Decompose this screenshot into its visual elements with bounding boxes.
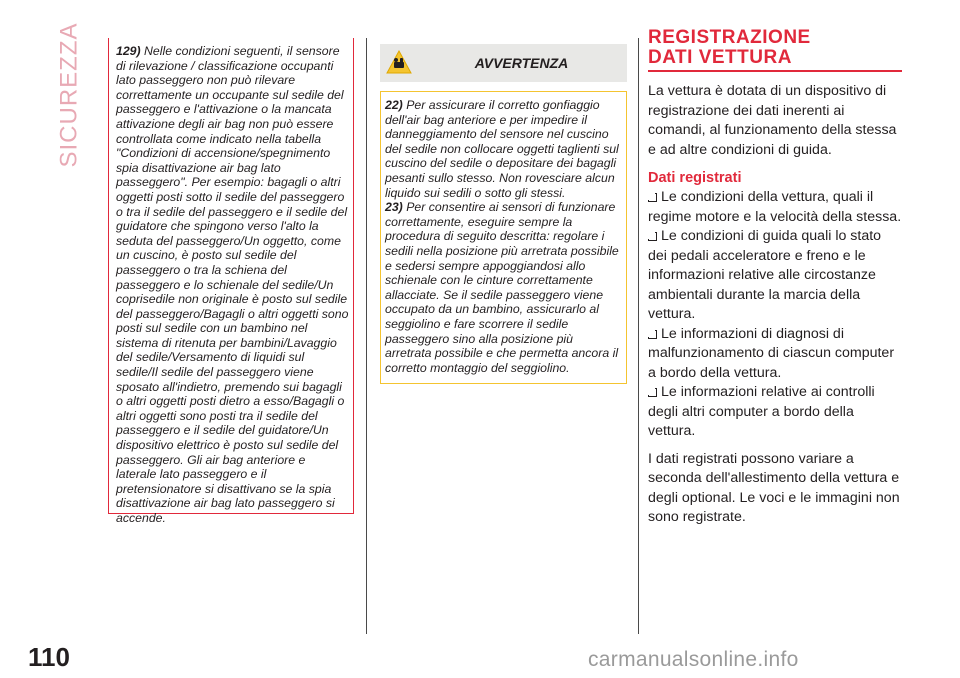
list-item (648, 188, 902, 227)
side-label-text: SICUREZZA (55, 22, 83, 168)
warning-header (380, 44, 627, 82)
warning-title: AVVERTENZA (474, 55, 569, 71)
section-title (648, 28, 902, 72)
square-bullet-icon (648, 388, 657, 397)
note-number: 22) (385, 98, 403, 112)
section-side-label (54, 22, 84, 168)
note-number: 129) (116, 44, 141, 58)
note-text: Per consentire ai sensori di funzionare correttamente, eseguire sempre la procedura di seguito descritta: regolare i sedili nella posizione più arretrata possibile e sedersi sempre appoggiandosi allo schienale con le cinture correttamente allacciate. Se il sedile passeggero viene occupato da un bambino, assicurarlo al seggiolino e fare scorrere il sedile passeggero sino alla posizione più arretrata possibile e che permetta ancora il corretto montaggio del seggiolino. (385, 200, 619, 375)
note-text: Per assicurare il corretto gonfiaggio dell'air bag anteriore e per impedire il danneggiamento del sensore nel cuscino del sedile non collocare oggetti taglienti sul cuscino del sedile o depositare dei bagagli pesanti sullo stesso. Non rovesciare alcun liquido sui sedili o sotto gli stessi. (385, 98, 619, 200)
note-text: Nelle condizioni seguenti, il sensore di rilevazione / classificazione occupanti lato passeggero non può rilevare correttamente un occupante sul sedile del passeggero e l'attivazione o la mancata attivazione degli air bag non può essere controllata come indicato nella tabella "Condizioni di accensione/spegnimento spia disattivazione air bag lato passeggero". Per esempio: bagagli o altri oggetti posti sotto il sedile del passeggero o tra il sedile del passeggero e il sedile del guidatore che spingono verso l'alto la seduta del passeggero/Un oggetto, come un cuscino, è posto sul sedile del passeggero o tra la schiena del passeggero e lo schienale del sedile/Un coprisedile non originale è posto sul sedile del passeggero/Bagagli o altri oggetti sono posti sul sedile con un bambino nel sistema di ritenuta per bambini/Lavaggio del sedile/Versamento di liquidi sul sedile/Il sedile del passeggero viene sposato all'indietro, premendo sui bagagli o altri oggetti posti dietro a esso/Bagagli o altri oggetti sono posti tra il sedile del passeggero e il sedile del guidatore/Un dispositivo elettrico è posto sul sedile del passeggero. Gli air bag anteriore e laterale lato passeggero e il pretensionatore si disattivano se la spia disattivazione air bag lato passeggero si accende. (116, 44, 349, 525)
square-bullet-icon (648, 232, 657, 241)
list-item (648, 227, 902, 325)
list-item-text: Le informazioni di diagnosi di malfunzionamento di ciascun computer a bordo della vettura. (648, 325, 895, 381)
footer-watermark: carmanualsonline.info (588, 648, 799, 671)
intro-paragraph: La vettura è dotata di un dispositivo di registrazione dei dati inerenti ai comandi, al funzionamento della stessa e ad altre condizioni di guida. (648, 83, 897, 158)
page-number: 110 (28, 642, 70, 672)
warning-box (380, 91, 627, 384)
note-129 (116, 44, 349, 526)
section-title-line-1: REGISTRAZIONE (648, 27, 811, 48)
right-column (648, 28, 902, 528)
warning-seat-icon (386, 50, 412, 74)
list-item-text: Le informazioni relative ai controlli degli altri computer a bordo della vettura. (648, 384, 875, 439)
warning-note-22 (385, 98, 622, 200)
column-divider-left (366, 38, 367, 634)
list-item (648, 383, 902, 442)
note-number: 23) (385, 200, 403, 215)
warning-note-23 (385, 200, 622, 375)
square-bullet-icon (648, 193, 657, 202)
list-item-text: Le condizioni di guida quali lo stato dei pedali acceleratore e freno e le informazioni relative alle circostanze ambientali durante la marcia della vettura. (648, 228, 882, 322)
final-paragraph: I dati registrati possono variare a seconda dell'allestimento della vettura e degli optional. Le voci e le immagini non sono registrate. (648, 450, 900, 525)
section-title-line-2: DATI VETTURA (648, 47, 792, 68)
list-item (648, 325, 902, 384)
note-box-129 (108, 38, 354, 525)
square-bullet-icon (648, 330, 657, 339)
column-divider-right (638, 38, 639, 634)
list-item-text: Le condizioni della vettura, quali il regime motore e la velocità della stessa. (648, 189, 902, 225)
subheading-dati-registrati: Dati registrati (648, 170, 742, 186)
